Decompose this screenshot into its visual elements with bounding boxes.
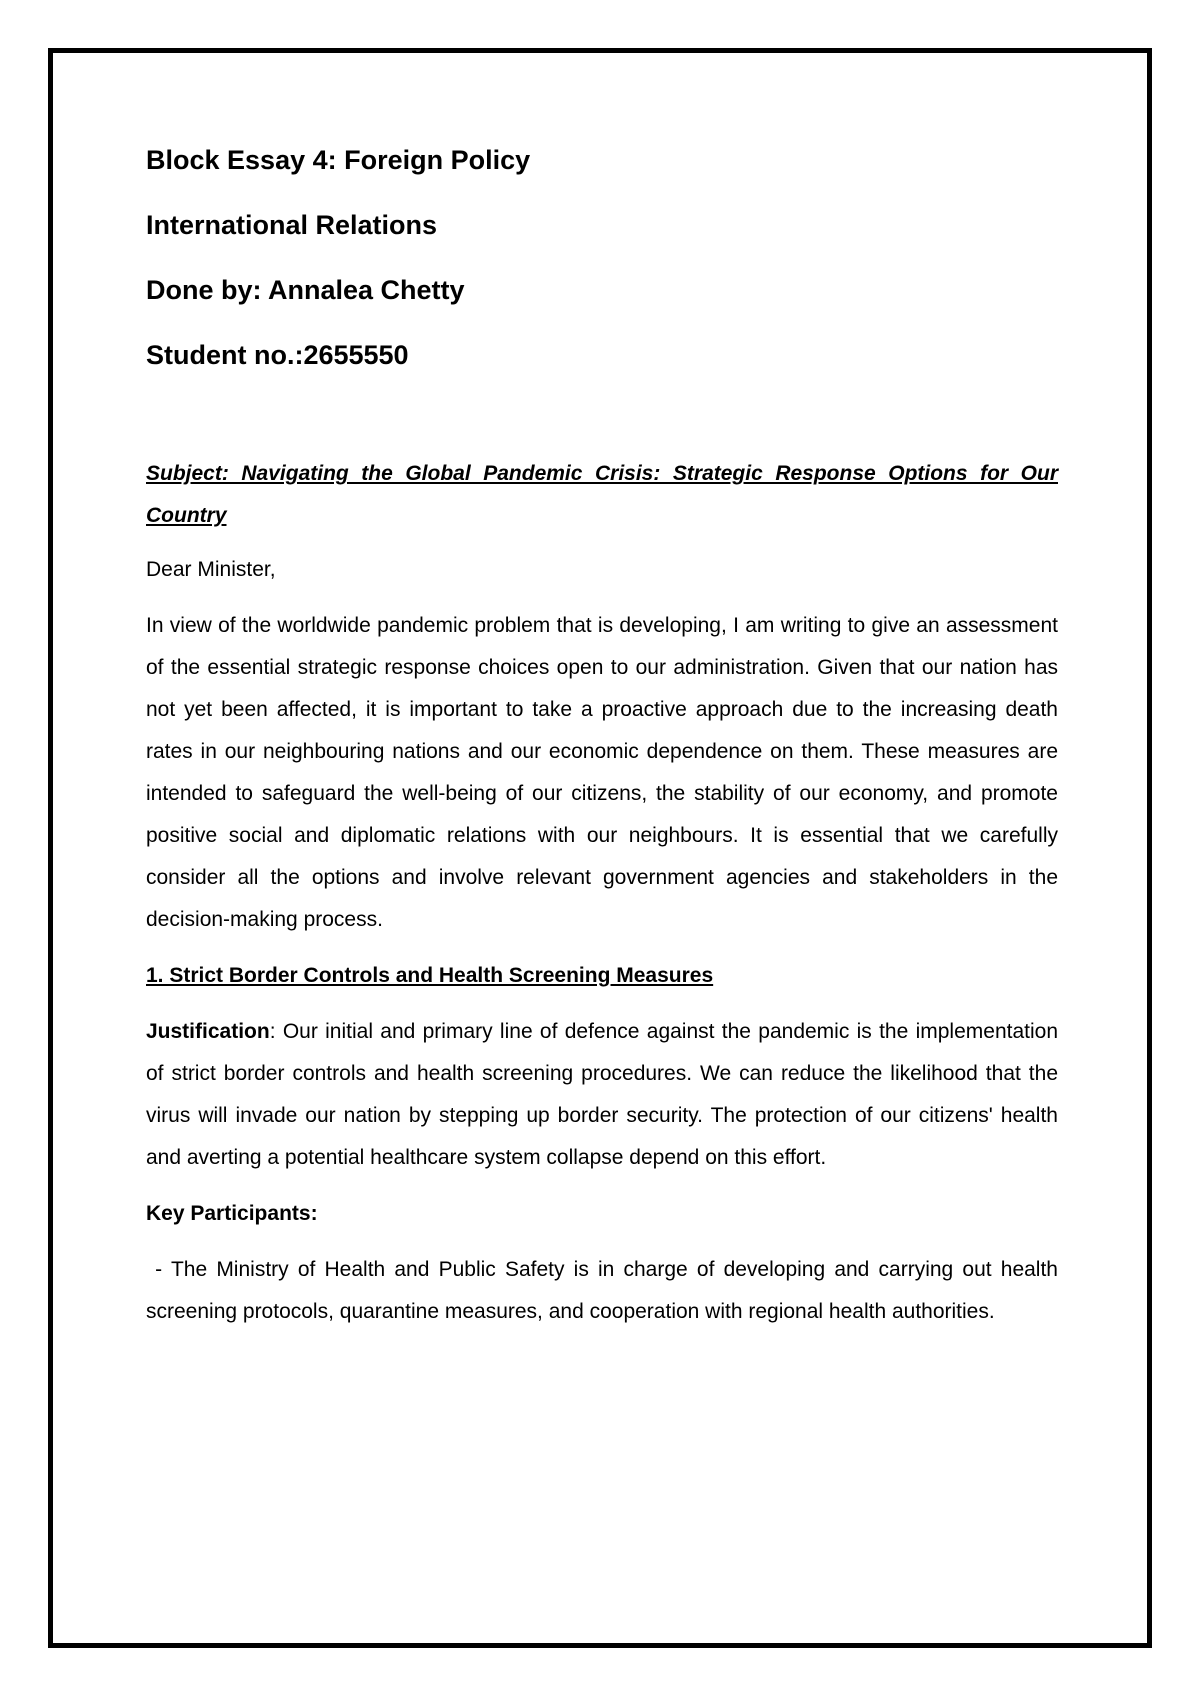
intro-paragraph: In view of the worldwide pandemic problem that is developing, I am writing to give an assessment of the essential strategic response choices open to our administration. Given that our nation has not yet been affected, it is important to take a proactive approach due to the increasing death rates in our neighbouring nations and our economic dependence on them. These measures are intended to safeguard the well-being of our citizens, the stability of our economy, and promote positive social and diplomatic relations with our neighbours. It is essential that we carefully consider all the options and involve relevant government agencies and stakeholders in the decision-making process. <box>146 614 1058 931</box>
key-participants-heading: Key Participants: <box>146 1202 318 1225</box>
justification-text: : Our initial and primary line of defence against the pandemic is the implementation of strict border controls and health screening procedures. We can reduce the likelihood that the virus will invade our nation by stepping up border security. The protection of our citizens' health and averting a potential healthcare system collapse depend on this effort. <box>146 1020 1058 1169</box>
letter-subject: Subject: Navigating the Global Pandemic Crisis: Strategic Response Options for Our Country <box>146 462 1058 527</box>
justification-label: Justification <box>146 1020 270 1043</box>
section-1-heading-text: 1. Strict Border Controls and Health Screening Measures <box>146 964 714 987</box>
participant-item: - The Ministry of Health and Public Safety is in charge of developing and carrying out health screening protocols, quarantine measures, and cooperation with regional health authorities. <box>146 1258 1064 1323</box>
section-1-heading <box>146 955 1058 997</box>
author-line: Done by: Annalea Chetty <box>146 275 465 305</box>
document-body <box>146 142 1064 1333</box>
course-name: International Relations <box>146 210 438 240</box>
letter-greeting: Dear Minister, <box>146 558 276 581</box>
justification-paragraph <box>146 1011 1058 1179</box>
student-number: Student no.:2655550 <box>146 340 409 370</box>
essay-title: Block Essay 4: Foreign Policy <box>146 145 531 175</box>
